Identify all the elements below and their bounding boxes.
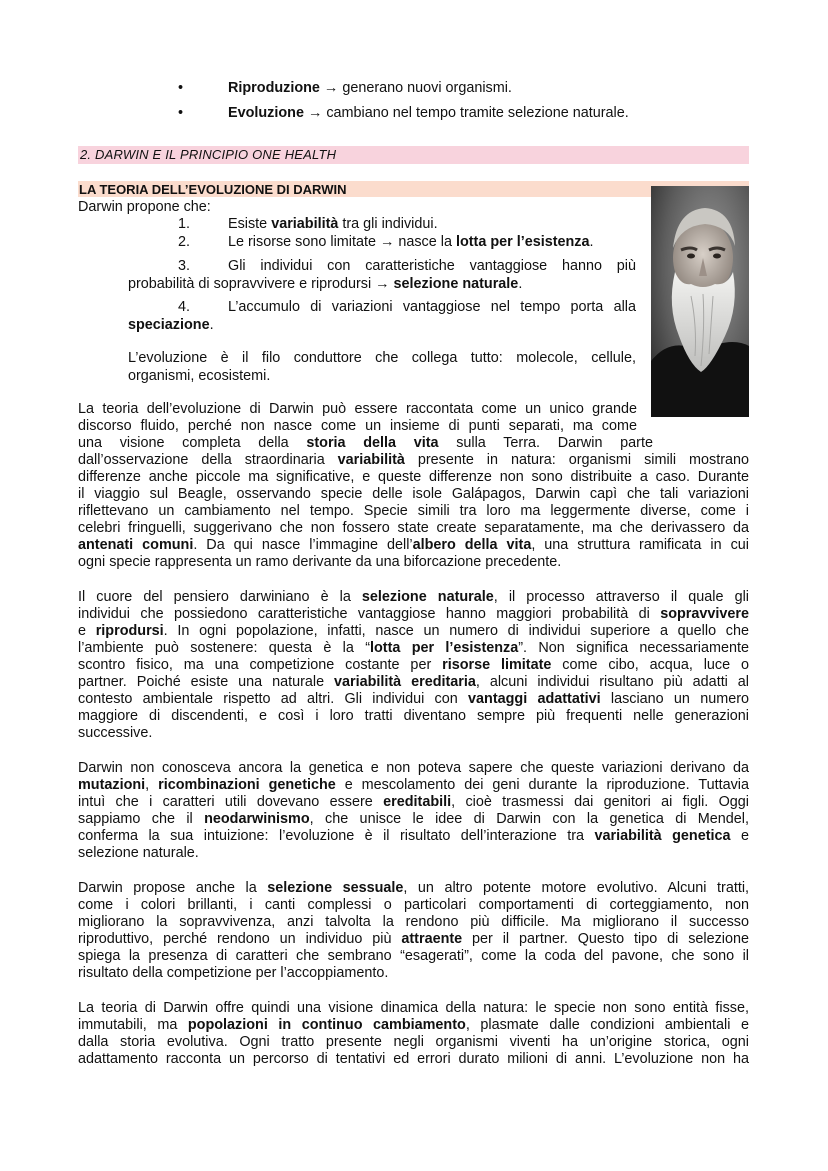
p5-line: adattamento racconta un percorso di tentativi ed errori durato milioni di anni. L’evoluzione non ha (78, 1051, 749, 1067)
p3-line: mutazioni, ricombinazioni genetiche e mescolamento dei geni durante la riproduzione. Tuttavia (78, 777, 749, 793)
bullet-dot: • (178, 105, 184, 121)
point-3-text-line2: probabilità di sopravvivere e riprodursi → selezione naturale. (128, 276, 523, 292)
p1-line: riflettevano un cambiamento nel tempo. Specie simili tra loro ma leggermente diverse, come i (78, 503, 749, 519)
intro-text: Darwin propone che: (78, 199, 211, 215)
p2-line: contesto ambientale rispetto ad altri. Gli individui con vantaggi adattativi lasciano un numero (78, 691, 749, 707)
point-4-text-line2: speciazione. (128, 317, 214, 333)
point-1-number: 1. (178, 216, 191, 232)
p3-line: sappiamo che il neodarwinismo, che unisce le idee di Darwin con la genetica di Mendel, (78, 811, 749, 827)
p3-line: selezione naturale. (78, 845, 199, 861)
subsection-heading: LA TEORIA DELL’EVOLUZIONE DI DARWIN (78, 181, 749, 197)
p1-line: antenati comuni. Da qui nasce l’immagine dell’albero della vita, una struttura ramificata in cui (78, 537, 749, 553)
p3-line: conferma la sua intuizione: l’evoluzione è il risultato dell’interazione tra variabilità genetica e (78, 828, 749, 844)
p2-line: e riprodursi. In ogni popolazione, infatti, nasce un numero di individui superiore a quello che (78, 623, 749, 639)
p3-line: intuì che i caratteri utili dovevano essere ereditabili, cioè trasmessi dai genitori ai figli. Oggi (78, 794, 749, 810)
point-3-number: 3. (178, 258, 191, 274)
p2-line: successive. (78, 725, 153, 741)
p3-line: Darwin non conosceva ancora la genetica e non poteva sapere che queste variazioni derivano da (78, 760, 749, 776)
p1-line: una visione completa della storia della vita sulla Terra. Darwin parte (78, 435, 653, 451)
p1-line: dall’osservazione della straordinaria variabilità presente in natura: organismi simili mostrano (78, 452, 749, 468)
thread-line1: L’evoluzione è il filo conduttore che collega tutto: molecole, cellule, (128, 350, 636, 366)
section-heading: 2. DARWIN E IL PRINCIPIO ONE HEALTH (78, 146, 749, 164)
p1-line: ogni specie rappresenta un ramo derivante da una biforcazione precedente. (78, 554, 562, 570)
p1-line: celebri fringuelli, suggerivano che non fossero state create separatamente, ma che derivassero da (78, 520, 749, 536)
p1-line: discorso fluido, perché non nasce come un insieme di punti separati, ma come (78, 418, 637, 434)
p4-line: spiega la presenza di caratteri che sembrano “esagerati”, come la coda del pavone, che sono il (78, 948, 749, 964)
p1-line: differenze anche piccole ma significative, e queste differenze non sono distribuite a caso. Durante (78, 469, 749, 485)
p5-line: immutabili, ma popolazioni in continuo cambiamento, plasmate dalle condizioni ambientali e (78, 1017, 749, 1033)
p2-line: scontro fisico, ma una competizione costante per risorse limitate come cibo, acqua, luce o (78, 657, 749, 673)
point-3-text-line1: Gli individui con caratteristiche vantaggiose hanno più (228, 258, 636, 274)
p2-line: partner. Poiché esiste una naturale variabilità ereditaria, alcuni individui risultano più adatti al (78, 674, 750, 690)
point-1-text: Esiste variabilità tra gli individui. (228, 216, 438, 232)
p4-line: Darwin propose anche la selezione sessuale, un altro potente motore evolutivo. Alcuni tratti, (78, 880, 750, 896)
point-2-text: Le risorse sono limitate → nasce la lotta per l’esistenza. (228, 234, 594, 250)
darwin-portrait (651, 186, 749, 417)
p4-line: riproduttivo, perché rendono un individuo più attraente per il partner. Questo tipo di selezione (78, 931, 749, 947)
bullet-reproduction: Riproduzione → generano nuovi organismi. (228, 80, 512, 96)
p1-line: il viaggio sul Beagle, osservando specie delle isole Galápagos, Darwin capì che tali variazioni (78, 486, 749, 502)
p2-line: l’ambiente può sostenere: questa è la “lotta per l’esistenza”. Non significa necessariamente (78, 640, 749, 656)
p1-line: La teoria dell’evoluzione di Darwin può essere raccontata come un unico grande (78, 401, 637, 417)
p4-line: risultato della competizione per l’accoppiamento. (78, 965, 389, 981)
p5-line: La teoria di Darwin offre quindi una visione dinamica della natura: le specie non sono entità fisse, (78, 1000, 749, 1016)
p2-line: individui che possiedono caratteristiche vantaggiose hanno maggiori probabilità di sopravvivere (78, 606, 749, 622)
p4-line: migliorano la sopravvivenza, anzi talvolta la rendono più difficile. Ma migliorano il successo (78, 914, 749, 930)
bullet-dot: • (178, 80, 184, 96)
bullet-evolution: Evoluzione → cambiano nel tempo tramite selezione naturale. (228, 105, 629, 121)
p2-line: maggiore di discendenti, e così i loro tratti diventano sempre più frequenti nelle generazioni (78, 708, 749, 724)
point-4-number: 4. (178, 299, 191, 315)
p2-line: Il cuore del pensiero darwiniano è la selezione naturale, il processo attraverso il quale gli (78, 589, 749, 605)
point-4-text-line1: L’accumulo di variazioni vantaggiose nel tempo porta alla (228, 299, 636, 315)
point-2-number: 2. (178, 234, 191, 250)
p5-line: dalla storia evolutiva. Ogni tratto presente negli organismi viventi ha un’origine storica, ogni (78, 1034, 749, 1050)
thread-line2: organismi, ecosistemi. (128, 368, 271, 384)
p4-line: come i colori brillanti, i canti complessi o particolari comportamenti di corteggiamento, non (78, 897, 749, 913)
